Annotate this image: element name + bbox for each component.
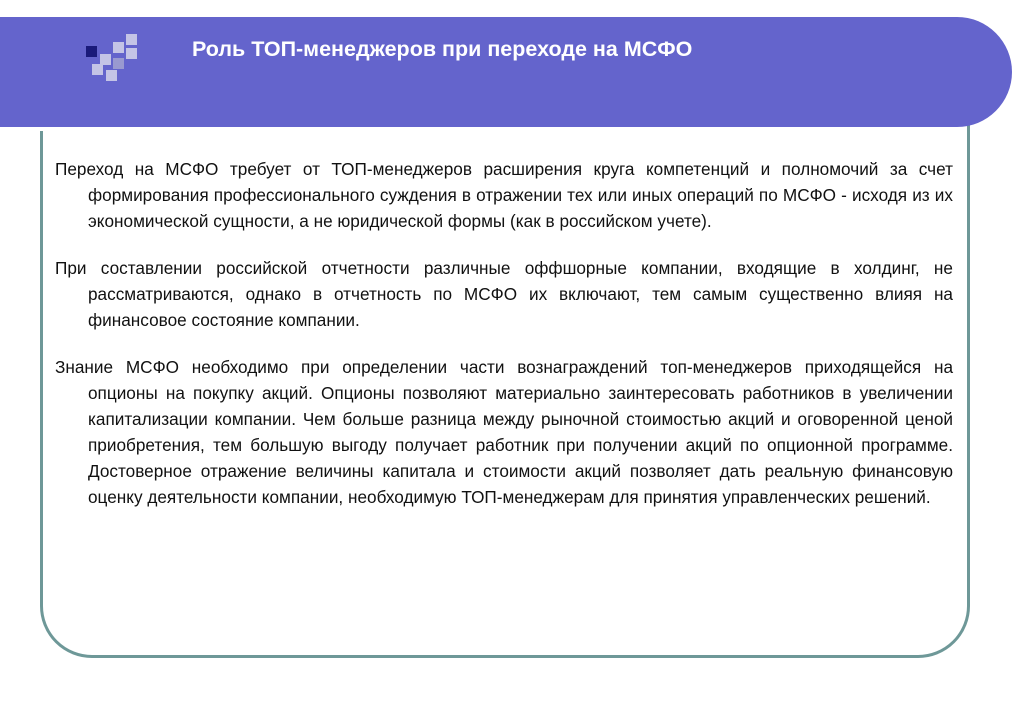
header-divider [0,127,904,131]
logo-square [113,58,124,69]
slide-title: Роль ТОП-менеджеров при переходе на МСФО [192,37,693,61]
logo-square [126,34,137,45]
paragraph-competencies: Переход на МСФО требует от ТОП-менеджеров расширения круга компетенций и полномочий за счет формирования профессионального суждения в отражении тех или иных операций по МСФО - исходя из их экономической сущности, а не юридической формы (как в российском учете). [55,159,953,231]
logo-square [113,42,124,53]
logo-square [86,46,97,57]
logo-square [92,64,103,75]
slide-body [55,156,953,531]
paragraph-options: Знание МСФО необходимо при определении части вознаграждений топ-менеджеров приходящейся на опционы на покупку акций. Опционы позволяют материально заинтересовать работников в увеличении капитализации компании. Чем больше разница между рыночной стоимостью акций и оговоренной ценой приобретения, тем большую выгоду получает работник при получении акций по опционной программе. Достоверное отражение величины капитала и стоимости акций позволяет дать реальную финансовую оценку деятельности компании, необходимую ТОП-менеджерам для принятия управленческих решений. [55,357,953,507]
logo-square [106,70,117,81]
paragraph-offshore: При составлении российской отчетности различные оффшорные компании, входящие в холдинг, не рассматриваются, однако в отчетность по МСФО их включают, тем самым существенно влияя на финансовое состояние компании. [55,258,953,330]
logo-square [126,48,137,59]
